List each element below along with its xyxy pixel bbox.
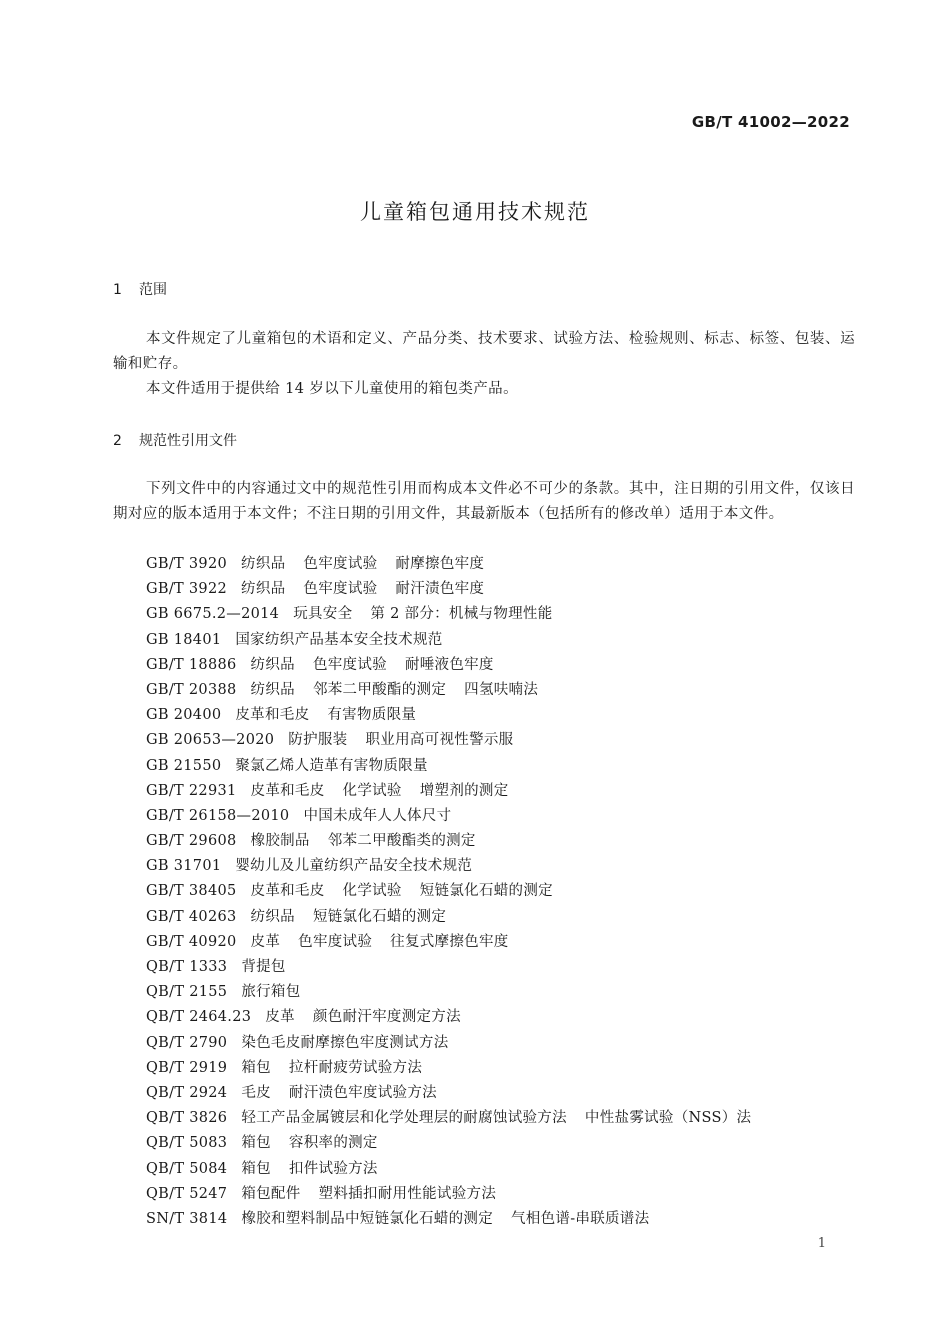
section-title: 范围	[139, 282, 167, 298]
reference-title-part: 气相色谱-串联质谱法	[511, 1210, 650, 1227]
reference-code: GB 18401	[146, 631, 222, 648]
reference-title-part: 第 2 部分：机械与物理性能	[370, 606, 553, 623]
reference-title-part: 色牢度试验	[303, 581, 378, 598]
page-number: 1	[817, 1236, 826, 1251]
reference-title-part: 拉杆耐疲劳试验方法	[288, 1059, 423, 1076]
reference-title-part: 橡胶制品	[250, 833, 310, 850]
reference-code: QB/T 2919	[146, 1059, 228, 1076]
reference-item	[146, 1207, 751, 1232]
reference-title-part: 婴幼儿及儿童纺织产品安全技术规范	[235, 858, 473, 875]
reference-code: GB/T 22931	[146, 782, 237, 799]
reference-title-part: 塑料插扣耐用性能试验方法	[318, 1185, 497, 1202]
reference-list	[146, 552, 751, 1232]
reference-title-part: 耐汗渍色牢度试验方法	[288, 1084, 437, 1101]
reference-title-part: 染色毛皮耐摩擦色牢度测试方法	[241, 1034, 449, 1051]
reference-code: QB/T 5247	[146, 1185, 228, 1202]
reference-title-part: 箱包	[241, 1160, 271, 1177]
reference-title-part: 化学试验	[342, 883, 402, 900]
reference-title-part: 防护服装	[288, 732, 348, 749]
reference-title-part: 往复式摩擦色牢度	[390, 933, 509, 950]
reference-item	[146, 955, 751, 980]
reference-title-part: 轻工产品金属镀层和化学处理层的耐腐蚀试验方法	[241, 1110, 567, 1127]
reference-title-part: 中国未成年人人体尺寸	[303, 807, 452, 824]
reference-code: GB/T 29608	[146, 833, 237, 850]
reference-code: GB/T 38405	[146, 883, 237, 900]
reference-title-part: 化学试验	[342, 782, 402, 799]
reference-code: GB 21550	[146, 757, 222, 774]
reference-title-part: 邻苯二甲酸酯类的测定	[327, 833, 476, 850]
reference-item	[146, 829, 751, 854]
reference-item	[146, 804, 751, 829]
reference-item	[146, 1157, 751, 1182]
reference-item	[146, 905, 751, 930]
reference-code: QB/T 2464.23	[146, 1009, 252, 1026]
reference-item	[146, 628, 751, 653]
reference-item	[146, 1131, 751, 1156]
reference-title-part: 中性盐雾试验（NSS）法	[584, 1110, 752, 1127]
reference-title-part: 职业用高可视性警示服	[365, 732, 514, 749]
reference-title-part: 增塑剂的测定	[419, 782, 509, 799]
reference-title-part: 国家纺织产品基本安全技术规范	[235, 631, 443, 648]
reference-item	[146, 779, 751, 804]
reference-code: QB/T 5083	[146, 1135, 228, 1152]
reference-code: QB/T 2790	[146, 1034, 228, 1051]
scope-applicability-paragraph: 本文件适用于提供给 14 岁以下儿童使用的箱包类产品。	[146, 381, 518, 397]
section-number: 1	[113, 282, 122, 298]
reference-title-part: 邻苯二甲酸酯的测定	[312, 681, 447, 698]
reference-title-part: 聚氯乙烯人造革有害物质限量	[235, 757, 428, 774]
reference-title-part: 皮革和毛皮	[235, 707, 310, 724]
reference-title-part: 纺织品	[250, 681, 295, 698]
reference-item	[146, 980, 751, 1005]
reference-title-part: 箱包	[241, 1059, 271, 1076]
reference-code: QB/T 2924	[146, 1084, 228, 1101]
section-title: 规范性引用文件	[139, 433, 237, 449]
reference-title-part: 颜色耐汗牢度测定方法	[312, 1009, 461, 1026]
reference-title-part: 皮革	[250, 933, 281, 950]
reference-title-part: 色牢度试验	[312, 656, 387, 673]
reference-title-part: 皮革和毛皮	[250, 782, 325, 799]
reference-item	[146, 930, 751, 955]
reference-title-part: 扣件试验方法	[288, 1160, 378, 1177]
reference-code: GB/T 20388	[146, 681, 237, 698]
reference-item	[146, 1182, 751, 1207]
document-title: 儿童箱包通用技术规范	[360, 200, 590, 224]
reference-code: GB/T 26158—2010	[146, 807, 290, 824]
reference-code: QB/T 5084	[146, 1160, 228, 1177]
reference-title-part: 纺织品	[241, 556, 286, 572]
reference-title-part: 皮革和毛皮	[250, 883, 325, 900]
reference-title-part: 色牢度试验	[303, 556, 378, 572]
reference-code: SN/T 3814	[146, 1210, 228, 1227]
reference-item	[146, 678, 751, 703]
reference-title-part: 皮革	[265, 1009, 295, 1026]
reference-item	[146, 879, 751, 904]
reference-title-part: 耐唾液色牢度	[404, 656, 494, 673]
reference-title-part: 纺织品	[241, 581, 286, 598]
reference-code: QB/T 2155	[146, 984, 228, 1001]
reference-title-part: 毛皮	[241, 1084, 271, 1101]
reference-title-part: 耐摩擦色牢度	[395, 556, 485, 572]
reference-title-part: 橡胶和塑料制品中短链氯化石蜡的测定	[241, 1210, 493, 1227]
reference-code: GB/T 3920	[146, 556, 228, 572]
reference-code: GB 6675.2—2014	[146, 606, 280, 623]
reference-title-part: 旅行箱包	[241, 984, 301, 1001]
normative-references-paragraph: 下列文件中的内容通过文中的规范性引用而构成本文件必不可少的条款。其中，注日期的引用文件，仅该日期对应的版本适用于本文件；不注日期的引用文件，其最新版本（包括所有的修改单）适用于本文件。	[113, 481, 855, 522]
reference-item	[146, 1056, 751, 1081]
reference-item	[146, 653, 751, 678]
section-number: 2	[113, 433, 122, 449]
reference-item	[146, 1031, 751, 1056]
reference-title-part: 耐汗渍色牢度	[395, 581, 485, 598]
reference-title-part: 箱包配件	[241, 1185, 301, 1202]
reference-title-part: 短链氯化石蜡的测定	[312, 908, 447, 925]
reference-title-part: 纺织品	[250, 908, 295, 925]
reference-item	[146, 754, 751, 779]
reference-code: GB/T 18886	[146, 656, 237, 673]
reference-item	[146, 703, 751, 728]
reference-code: GB/T 40920	[146, 933, 237, 950]
scope-paragraph: 本文件规定了儿童箱包的术语和定义、产品分类、技术要求、试验方法、检验规则、标志、标签、包装、运输和贮存。	[113, 331, 855, 372]
reference-title-part: 色牢度试验	[298, 933, 373, 950]
reference-title-part: 纺织品	[250, 656, 295, 673]
reference-title-part: 四氢呋喃法	[464, 681, 539, 698]
reference-title-part: 玩具安全	[293, 606, 353, 623]
reference-item	[146, 552, 751, 577]
section-2-heading	[113, 430, 237, 450]
reference-code: GB 31701	[146, 858, 222, 875]
reference-title-part: 有害物质限量	[327, 707, 417, 724]
reference-code: GB/T 40263	[146, 908, 237, 925]
reference-code: GB 20400	[146, 707, 222, 724]
reference-title-part: 容积率的测定	[288, 1135, 378, 1152]
reference-item	[146, 602, 751, 627]
section-1-heading	[113, 279, 167, 299]
reference-item	[146, 1106, 751, 1131]
reference-item	[146, 1005, 751, 1030]
reference-item	[146, 728, 751, 753]
reference-item	[146, 1081, 751, 1106]
reference-code: GB/T 3922	[146, 581, 228, 598]
reference-title-part: 短链氯化石蜡的测定	[419, 883, 553, 900]
reference-code: QB/T 3826	[146, 1110, 228, 1127]
reference-title-part: 背提包	[241, 959, 286, 975]
reference-item	[146, 854, 751, 879]
reference-item	[146, 577, 751, 602]
reference-code: GB 20653—2020	[146, 732, 275, 749]
reference-title-part: 箱包	[241, 1135, 271, 1152]
reference-code: QB/T 1333	[146, 959, 228, 975]
standard-code: GB/T 41002—2022	[691, 113, 850, 131]
